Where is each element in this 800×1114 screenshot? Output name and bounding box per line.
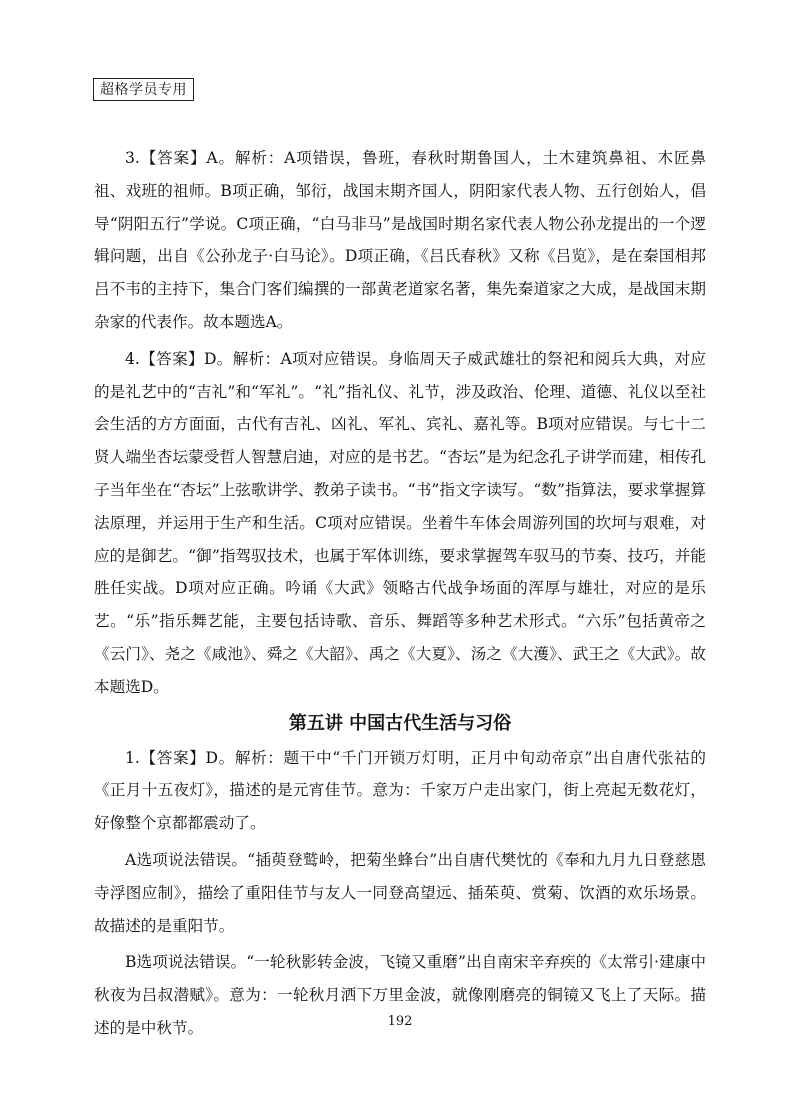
answer-3-paragraph: 3.【答案】A。解析：A项错误，鲁班，春秋时期鲁国人，土木建筑鼻祖、木匠鼻祖、戏班的祖师。B项正确，邹衍，战国末期齐国人，阴阳家代表人物、五行创始人，倡导“阴阳五行”学说。C项正确，“白马非马”是战国时期名家代表人物公孙龙提出的一个逻辑问题，出自《公孙龙子·白马论》。D项正确，《吕氏春秋》又称《吕览》，是在秦国相邦吕不韦的主持下，集合门客们编撰的一部黄老道家名著，集先秦道家之大成，是战国末期杂家的代表作。故本题选A。 (94, 149, 706, 331)
exclusive-use-stamp: 超格学员专用 (93, 78, 194, 101)
page-body (94, 142, 706, 1049)
lecture5-answer-1-paragraph: 1.【答案】D。解析：题干中“千门开锁万灯明，正月中旬动帝京”出自唐代张祜的《正月十五夜灯》，描述的是元宵佳节。意为：千家万户走出家门，街上亮起无数花灯，好像整个京都都震动了。 (94, 748, 706, 833)
answer-4-paragraph: 4.【答案】D。解析：A项对应错误。身临周天子威武雄壮的祭祀和阅兵大典，对应的是礼艺中的“吉礼”和“军礼”。“礼”指礼仪、礼节，涉及政治、伦理、道德、礼仪以至社会生活的方方面面，古代有吉礼、凶礼、军礼、宾礼、嘉礼等。B项对应错误。与七十二贤人端坐杏坛蒙受哲人智慧启迪，对应的是书艺。“杏坛”是为纪念孔子讲学而建，相传孔子当年坐在“杏坛”上弦歌讲学、教弟子读书。“书”指文字读写。“数”指算法，要求掌握算法原理，并运用于生产和生活。C项对应错误。坐着牛车体会周游列国的坎坷与艰难，对应的是御艺。“御”指驾驭技术，也属于军体训练，要求掌握驾车驭马的节奏、技巧，并能胜任实战。D项对应正确。吟诵《大武》领略古代战争场面的浑厚与雄壮，对应的是乐艺。“乐”指乐舞艺能，主要包括诗歌、音乐、舞蹈等多种艺术形式。“六乐”包括黄帝之《云门》、尧之《咸池》、舜之《大韶》、禹之《大夏》、汤之《大濩》、武王之《大武》。故本题选D。 (94, 349, 706, 696)
lecture-title: 第五讲 中国古代生活与习俗 (288, 712, 512, 734)
page-number: 192 (387, 1014, 413, 1029)
option-a-explanation: A选项说法错误。“插萸登鹫岭，把菊坐蜂台”出自唐代樊忱的《奉和九月九日登慈恩寺浮图应制》，描绘了重阳佳节与友人一同登高望远、插茱萸、赏菊、饮酒的欢乐场景。故描述的是重阳节。 (94, 850, 706, 935)
option-b-explanation: B选项说法错误。“一轮秋影转金波，飞镜又重磨”出自南宋辛弃疾的《太常引·建康中秋夜为吕叔潜赋》。意为：一轮秋月洒下万里金波，就像刚磨亮的铜镜又飞上了天际。描述的是中秋节。 (94, 953, 706, 1037)
